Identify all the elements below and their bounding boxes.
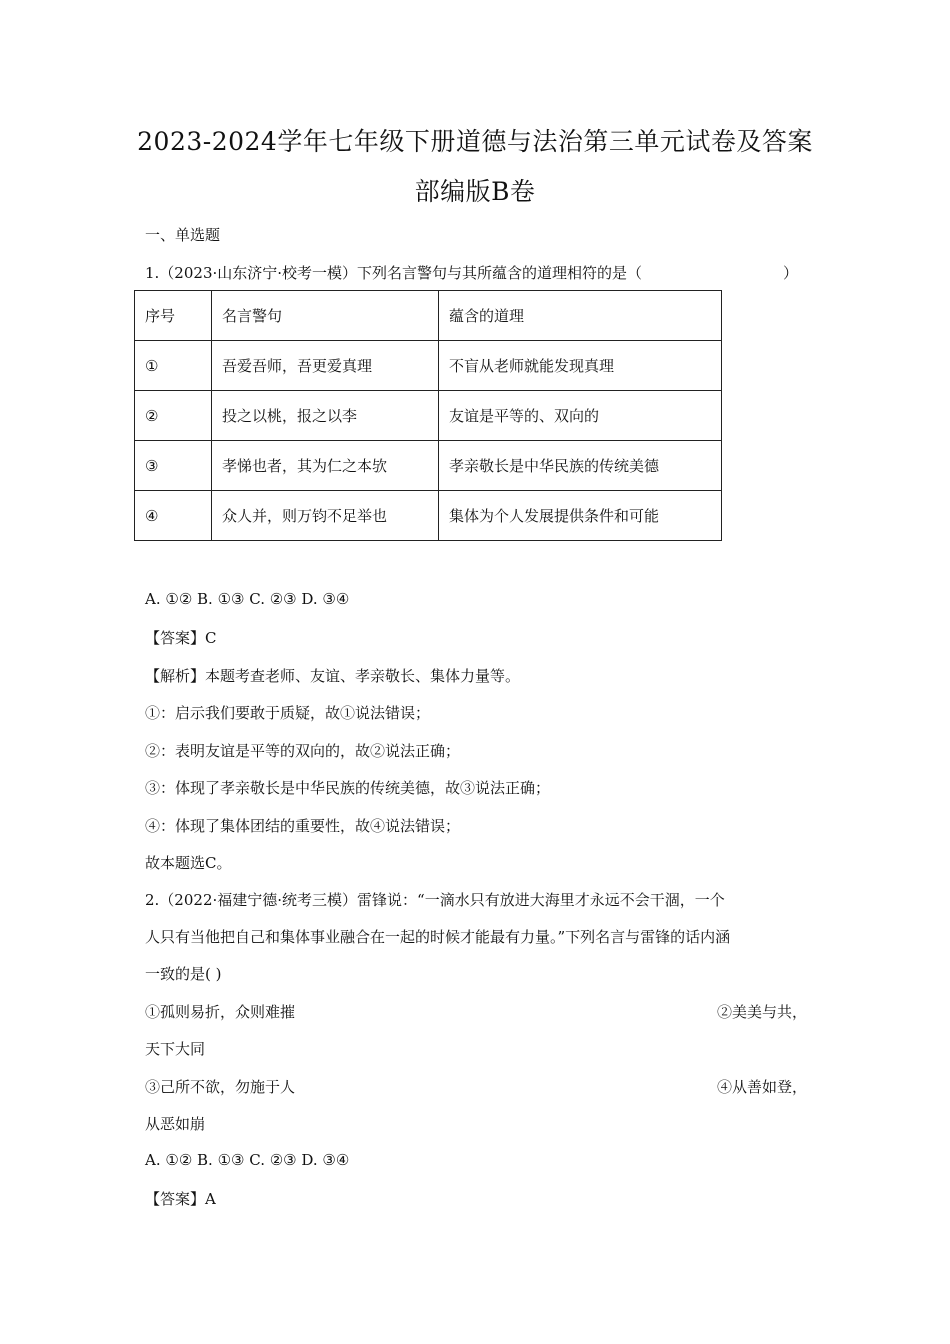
table-cell: 友谊是平等的、双向的 (439, 391, 722, 441)
q1-analysis-line: 故本题选C。 (145, 854, 232, 872)
q2-item-4: ④从善如登， (716, 1078, 807, 1096)
q1-options: A. ①② B. ①③ C. ②③ D. ③④ (145, 590, 350, 608)
q2-item-3: ③己所不欲，勿施于人 (145, 1078, 296, 1096)
q2-answer: 【答案】A (145, 1190, 216, 1208)
table-cell: 集体为个人发展提供条件和可能 (439, 491, 722, 541)
q1-answer: 【答案】C (145, 629, 217, 647)
q1-table (134, 290, 722, 541)
table-cell: 孝亲敬长是中华民族的传统美德 (439, 441, 722, 491)
q2-item-2-cont: 天下大同 (145, 1040, 206, 1058)
q1-close-paren: ） (783, 264, 799, 282)
table-row (135, 341, 722, 391)
table-cell: 吾爱吾师，吾更爱真理 (212, 341, 439, 391)
table-row (135, 391, 722, 441)
q1-analysis-line: ③：体现了孝亲敬长是中华民族的传统美德，故③说法正确； (145, 779, 551, 797)
table-header-cell: 名言警句 (212, 291, 439, 341)
doc-title-line1: 2023-2024学年七年级下册道德与法治第三单元试卷及答案 (137, 127, 813, 156)
table-cell: 不盲从老师就能发现真理 (439, 341, 722, 391)
section-heading: 一、单选题 (145, 226, 221, 244)
q1-analysis-line: ①：启示我们要敢于质疑，故①说法错误； (145, 704, 431, 722)
table-row (135, 491, 722, 541)
table-cell: ③ (135, 441, 212, 491)
doc-title-line2: 部编版B卷 (414, 177, 536, 206)
table-cell: 孝悌也者，其为仁之本欤 (212, 441, 439, 491)
table-header-row (135, 291, 722, 341)
table-cell: ① (135, 341, 212, 391)
table-row (135, 441, 722, 491)
q1-analysis-line: ②：表明友谊是平等的双向的，故②说法正确； (145, 742, 461, 760)
q1-analysis-line: 【解析】本题考查老师、友谊、孝亲敬长、集体力量等。 (145, 667, 521, 685)
table-cell: 投之以桃，报之以李 (212, 391, 439, 441)
q1-analysis-line: ④：体现了集体团结的重要性，故④说法错误； (145, 817, 461, 835)
q2-stem-line: 一致的是( ) (145, 965, 222, 983)
q1-stem: 1.（2023·山东济宁·校考一模）下列名言警句与其所蕴含的道理相符的是（ (145, 264, 643, 282)
q2-stem-line: 2.（2022·福建宁德·统考三模）雷锋说：“一滴水只有放进大海里才永远不会干涸，一个 (145, 891, 725, 909)
q2-item-1: ①孤则易折，众则难摧 (145, 1003, 296, 1021)
table-cell: ② (135, 391, 212, 441)
q2-item-4-cont: 从恶如崩 (145, 1115, 206, 1133)
q2-stem-line: 人只有当他把自己和集体事业融合在一起的时候才能最有力量。”下列名言与雷锋的话内涵 (145, 928, 731, 946)
table-cell: ④ (135, 491, 212, 541)
q2-options: A. ①② B. ①③ C. ②③ D. ③④ (145, 1151, 350, 1169)
table-header-cell: 序号 (135, 291, 212, 341)
table-header-cell: 蕴含的道理 (439, 291, 722, 341)
q2-item-2: ②美美与共， (716, 1003, 807, 1021)
table-cell: 众人并，则万钧不足举也 (212, 491, 439, 541)
